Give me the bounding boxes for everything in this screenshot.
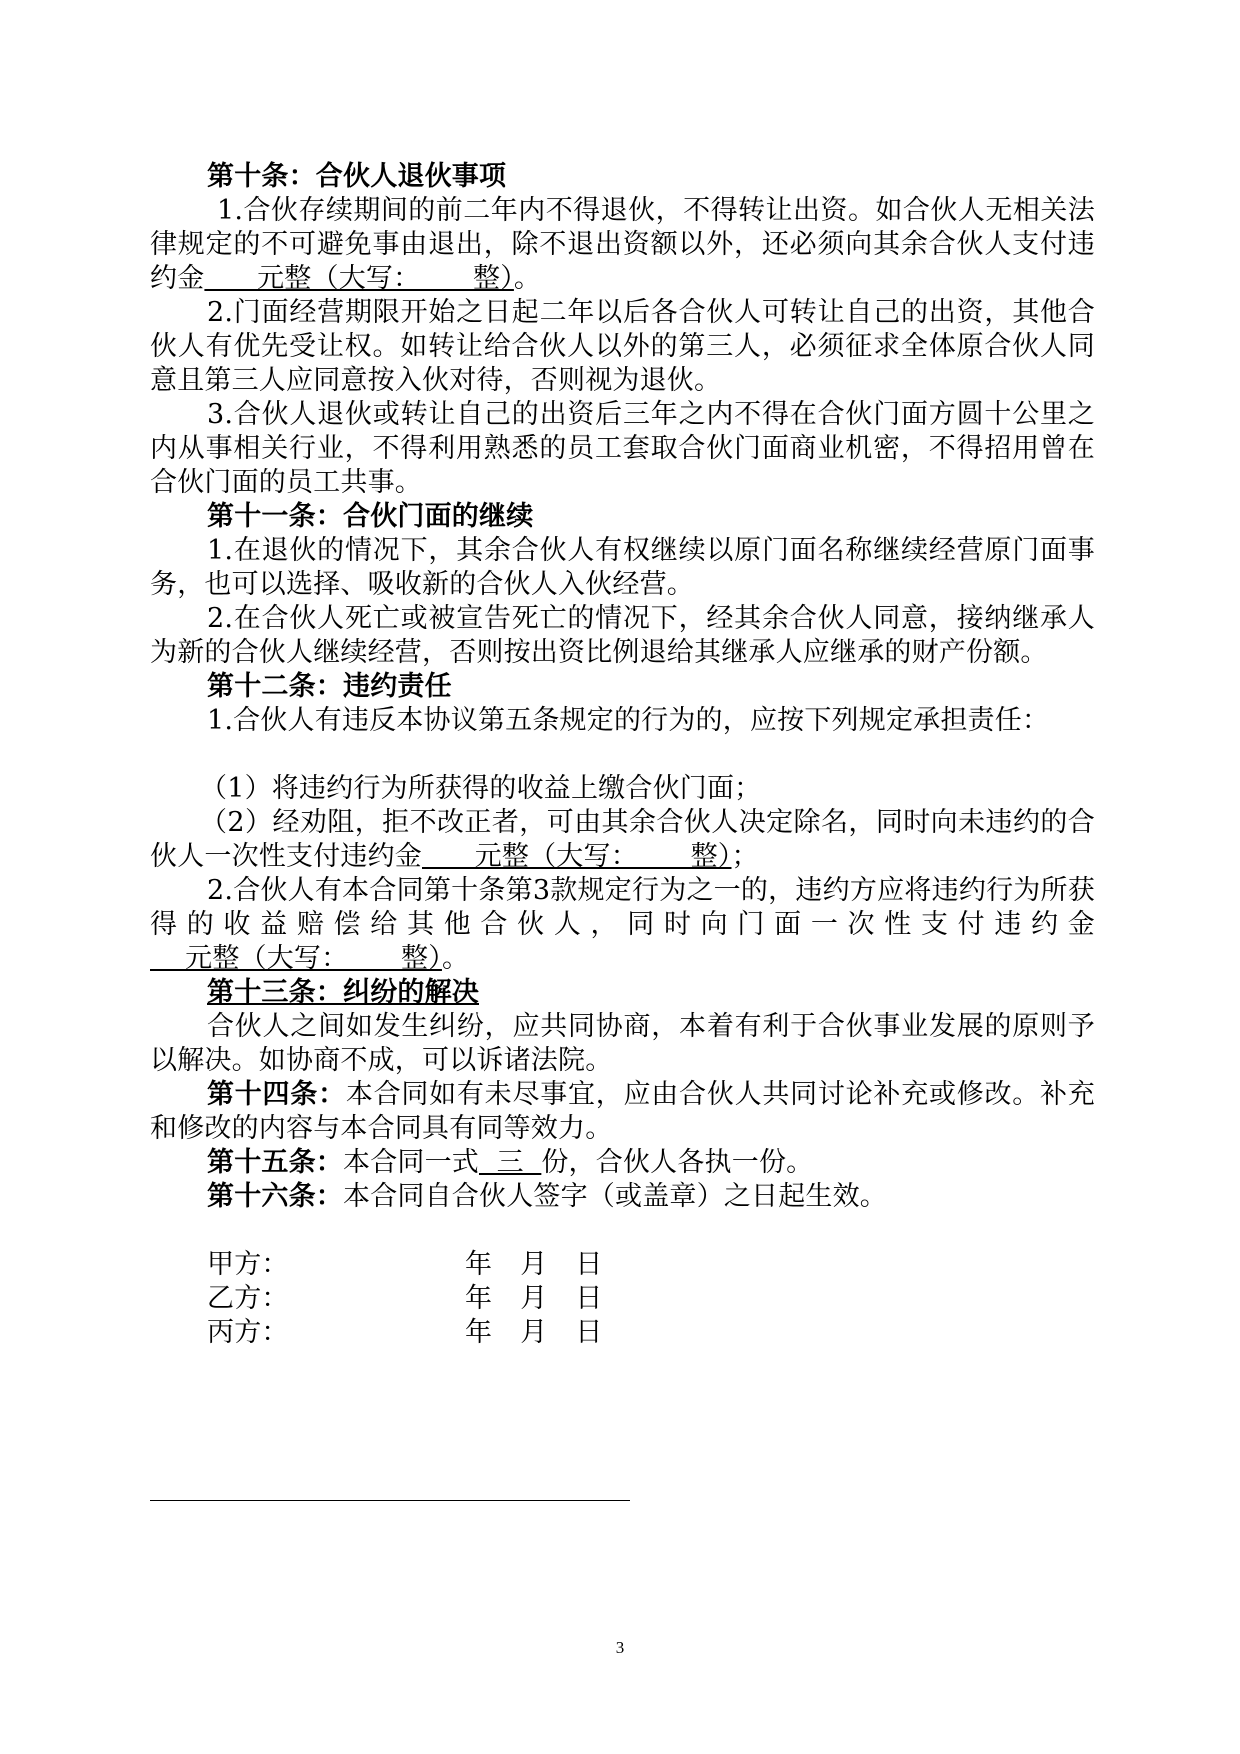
day-label: 日 bbox=[575, 1249, 603, 1280]
article-11-clause-2: 2.在合伙人死亡或被宣告死亡的情况下，经其余合伙人同意，接纳继承人为新的合伙人继续经营，否则按出资比例退给其继承人应继承的财产份额。 bbox=[150, 603, 1095, 668]
article-text: 份，合伙人各执一份。 bbox=[541, 1147, 814, 1178]
article-label: 第十六条： bbox=[207, 1181, 343, 1212]
clause-text: 2.合伙人有本合同第十条第3款规定行为之一的，违约方应将违约行为所获得的收益赔偿给其他合伙人，同时向门面一次性支付违约金 bbox=[150, 875, 1095, 940]
article-text: 本合同一式 bbox=[343, 1147, 479, 1178]
date-fields bbox=[465, 1316, 631, 1350]
contract-body bbox=[150, 160, 1095, 1350]
article-10-title: 第十条：合伙人退伙事项 bbox=[207, 161, 507, 192]
year-label: 年 bbox=[465, 1317, 493, 1348]
clause-end: 。 bbox=[441, 943, 470, 974]
article-10-clause-1 bbox=[150, 194, 1095, 296]
day-label: 日 bbox=[575, 1317, 603, 1348]
article-11-clause-1: 1.在退伙的情况下，其余合伙人有权继续以原门面名称继续经营原门面事务，也可以选择、吸收新的合伙人入伙经营。 bbox=[150, 535, 1095, 600]
article-13-title: 第十三条：纠纷的解决 bbox=[207, 977, 479, 1008]
clause-text: （2）经劝阻，拒不改正者，可由其余合伙人决定除名，同时向未违约的合伙人一次性支付违约金 bbox=[150, 807, 1095, 872]
signature-block bbox=[150, 1248, 1095, 1350]
date-fields bbox=[465, 1248, 631, 1282]
month-label: 月 bbox=[520, 1283, 548, 1314]
party-label: 丙方： bbox=[207, 1317, 289, 1348]
article-text: 本合同如有未尽事宜，应由合伙人共同讨论补充或修改。补充和修改的内容与本合同具有同等效力。 bbox=[150, 1079, 1095, 1144]
spacer bbox=[150, 738, 1095, 772]
year-label: 年 bbox=[465, 1249, 493, 1280]
signature-line bbox=[150, 1282, 1095, 1316]
article-12-title: 第十二条：违约责任 bbox=[207, 671, 452, 702]
penalty-amount-blank: 元整（大写： 整） bbox=[150, 943, 442, 974]
party-label: 甲方： bbox=[207, 1249, 289, 1280]
signature-line bbox=[150, 1248, 1095, 1282]
clause-text: 1.合伙存续期间的前二年内不得退伙，不得转让出资。如合伙人无相关法律规定的不可避免事由退出，除不退出资额以外，还必须向其余合伙人支付违约金 bbox=[150, 195, 1095, 294]
article-10-clause-2: 2.门面经营期限开始之日起二年以后各合伙人可转让自己的出资，其他合伙人有优先受让权。如转让给合伙人以外的第三人，必须征求全体原合伙人同意且第三人应同意按入伙对待，否则视为退伙。 bbox=[150, 297, 1095, 396]
signature-line bbox=[150, 1316, 1095, 1350]
party-label: 乙方： bbox=[207, 1283, 289, 1314]
article-12-item-2 bbox=[150, 806, 1095, 874]
year-label: 年 bbox=[465, 1283, 493, 1314]
month-label: 月 bbox=[520, 1317, 548, 1348]
month-label: 月 bbox=[520, 1249, 548, 1280]
article-12-item-1: （1）将违约行为所获得的收益上缴合伙门面； bbox=[200, 773, 762, 804]
article-10-clause-3: 3.合伙人退伙或转让自己的出资后三年之内不得在合伙门面方圆十公里之内从事相关行业，不得利用熟悉的员工套取合伙门面商业机密，不得招用曾在合伙门面的员工共事。 bbox=[150, 399, 1095, 498]
clause-end: 。 bbox=[513, 263, 542, 294]
penalty-amount-blank: 元整（大写： 整） bbox=[204, 263, 514, 294]
article-12-clause-1: 1.合伙人有违反本协议第五条规定的行为的，应按下列规定承担责任： bbox=[207, 705, 1050, 736]
page-number: 3 bbox=[615, 1638, 625, 1657]
day-label: 日 bbox=[575, 1283, 603, 1314]
article-label: 第十五条： bbox=[207, 1147, 343, 1178]
penalty-amount-blank: 元整（大写： 整） bbox=[422, 841, 732, 872]
clause-end: ； bbox=[731, 841, 759, 872]
footnote-separator bbox=[150, 1500, 630, 1501]
date-fields bbox=[465, 1282, 631, 1316]
article-12-clause-2 bbox=[150, 874, 1095, 976]
article-14 bbox=[150, 1078, 1095, 1146]
copies-count: 三 bbox=[479, 1147, 542, 1178]
article-11-title: 第十一条：合伙门面的继续 bbox=[207, 501, 534, 532]
article-label: 第十四条： bbox=[207, 1079, 346, 1110]
article-16 bbox=[150, 1180, 1095, 1214]
article-text: 本合同自合伙人签字（或盖章）之日起生效。 bbox=[343, 1181, 887, 1212]
article-15 bbox=[150, 1146, 1095, 1180]
article-13-clause-1: 合伙人之间如发生纠纷，应共同协商，本着有利于合伙事业发展的原则予以解决。如协商不成，可以诉诸法院。 bbox=[150, 1011, 1095, 1076]
